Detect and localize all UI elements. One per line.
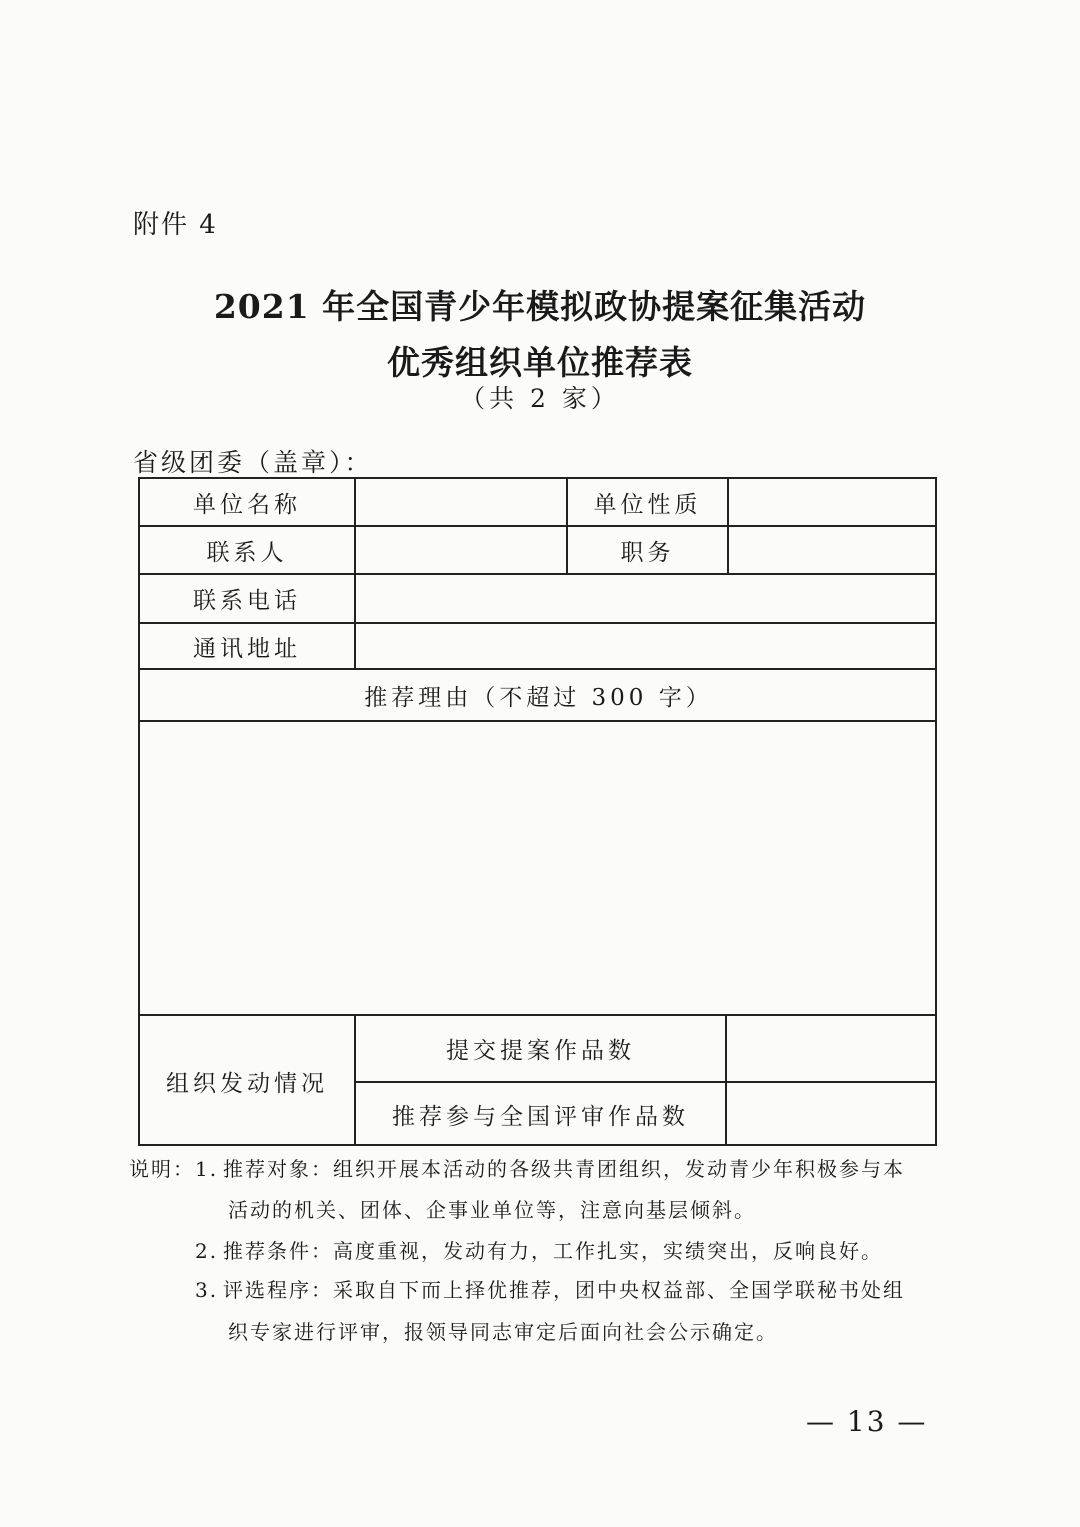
field-recommended-count[interactable]: [727, 1083, 935, 1146]
field-address[interactable]: [356, 624, 935, 668]
attachment-label: 附件 4: [133, 210, 218, 240]
note-text: 评选程序：采取自下而上择优推荐，团中央权益部、全国学联秘书处组: [223, 1278, 905, 1302]
note-text: 推荐对象：组织开展本活动的各级共青团组织，发动青少年积极参与本: [223, 1157, 905, 1181]
label-address: 通讯地址: [193, 635, 301, 662]
page-number: — 13 —: [806, 1405, 928, 1438]
note-text: 推荐条件：高度重视，发动有力，工作扎实，实绩突出，反响良好。: [223, 1239, 883, 1263]
field-submitted-count[interactable]: [727, 1016, 935, 1081]
note-text: 活动的机关、团体、企事业单位等，注意向基层倾斜。: [228, 1198, 756, 1222]
label-reason-header: 推荐理由（不超过 300 字）: [364, 684, 713, 711]
field-unit-name[interactable]: [356, 479, 566, 525]
page-title-line2: 优秀组织单位推荐表: [387, 343, 693, 382]
label-submitted-count: 提交提案作品数: [446, 1038, 635, 1064]
recommendation-form-table: [138, 477, 937, 1146]
label-unit-nature: 单位性质: [593, 491, 702, 518]
stamp-label: 省级团委（盖章）：: [133, 448, 373, 477]
label-recommended-count: 推荐参与全国评审作品数: [392, 1104, 689, 1130]
field-reason[interactable]: [140, 722, 937, 1014]
notes-label: 说明：: [129, 1157, 195, 1181]
page-title-line1: 2021 年全国青少年模拟政协提案征集活动: [213, 287, 867, 326]
note-number: 3.: [195, 1278, 219, 1302]
field-phone[interactable]: [356, 575, 935, 622]
field-contact-person[interactable]: [356, 527, 566, 573]
page-title-count: （共 2 家）: [460, 384, 620, 413]
note-number: 1.: [195, 1157, 219, 1181]
label-contact-person: 联系人: [206, 539, 288, 566]
note-number: 2.: [195, 1239, 219, 1263]
note-text: 织专家进行评审，报领导同志审定后面向社会公示确定。: [228, 1320, 778, 1344]
label-phone: 联系电话: [193, 588, 301, 614]
field-unit-nature[interactable]: [729, 479, 935, 525]
label-mobilization: 组织发动情况: [166, 1070, 328, 1097]
label-unit-name: 单位名称: [193, 491, 301, 518]
field-position[interactable]: [729, 527, 935, 573]
label-position: 职务: [620, 539, 675, 566]
